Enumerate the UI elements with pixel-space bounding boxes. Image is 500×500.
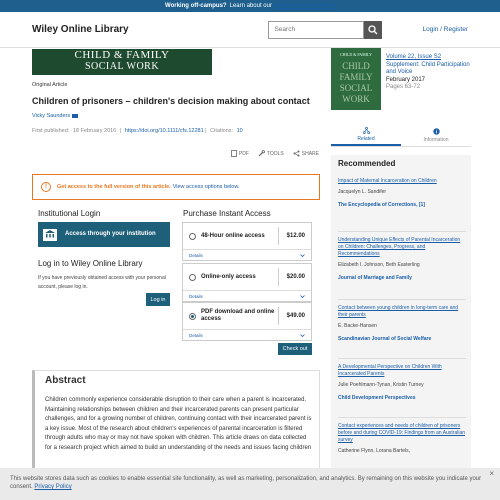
recommended-item-source[interactable]: The Encyclopedia of Corrections, [1]: [338, 202, 425, 208]
pdf-button[interactable]: [231, 150, 249, 157]
recommended-item-title[interactable]: Contact experiences and needs of children of prisoners before and during COVID-19: Findings from an Australian survey: [338, 423, 466, 443]
purchase-option-pdf: [182, 302, 312, 341]
purchase-title: Purchase Instant Access: [183, 209, 271, 218]
institution-access-label: Access through your institution: [65, 231, 156, 237]
journal-cover-image[interactable]: [331, 48, 381, 110]
site-header: [0, 12, 500, 48]
issue-info: [386, 54, 476, 92]
issue-pages: Pages 63-72: [386, 84, 421, 90]
tab-related[interactable]: [331, 125, 401, 146]
wol-login-text: If you have previously obtained access with your personal account, please log in.: [38, 275, 166, 290]
share-label: SHARE: [301, 150, 319, 157]
tab-information-label: Information: [423, 137, 449, 143]
related-icon: [363, 127, 370, 134]
tab-related-label: Related: [357, 136, 375, 142]
access-alert: [32, 174, 320, 200]
option-label: 48-Hour online access: [201, 232, 265, 239]
article-meta: [32, 128, 243, 134]
details-label: Details: [189, 293, 203, 299]
recommended-item-title[interactable]: Contact between young children in long-term care and their parents: [338, 305, 459, 318]
option-label: PDF download and online access: [201, 309, 275, 322]
institution-access-button[interactable]: [38, 222, 170, 247]
journal-banner[interactable]: [32, 49, 212, 75]
recommended-item-source[interactable]: Child Development Perspectives: [338, 395, 416, 401]
abstract-text: Children commonly experience considerable disruption to their care when a parent is incarcerated. Maintaining relationships between children and their incarcerated parents can present particular challenges, and for a growing number of children, continuing contact with their incarcerated parent is a key issue. Most of the research about children's experiences of parental incarceration is filtered through adults who may or may not have spoken with children. This article draws on data collected for a research project which aimed to build an understanding of the needs and issues facing children: [45, 397, 312, 451]
citations-label: Citations:: [210, 128, 234, 134]
recommended-panel: [331, 155, 471, 475]
divider: [338, 299, 466, 300]
article-title: Children of prisoners – children's decision making about contact: [32, 96, 310, 106]
recommended-item-authors: Catherine Flynn, Lorana Bartels,: [338, 448, 410, 454]
recommended-item: [338, 423, 466, 455]
institution-icon: [43, 229, 57, 241]
close-icon[interactable]: ×: [489, 469, 494, 478]
author-link[interactable]: Vicky Saunders: [32, 113, 71, 119]
recommended-item-authors: Jacquelyn L. Sandifer: [338, 189, 387, 195]
institutional-login-title: Institutional Login: [38, 209, 101, 218]
issue-date: February 2017: [386, 76, 426, 83]
author-line: [32, 113, 78, 119]
recommended-item-title[interactable]: Impact of Maternal Incarceration on Children: [338, 178, 437, 184]
journal-name-line2: SOCIAL WORK: [84, 61, 160, 72]
option-price: $49.00: [278, 307, 305, 325]
wrench-icon: [258, 150, 265, 157]
side-tabs: [331, 125, 471, 147]
email-icon[interactable]: [72, 114, 78, 118]
radio-online-only[interactable]: [189, 274, 196, 281]
log-in-button[interactable]: Log in: [146, 293, 170, 306]
alert-icon: !: [41, 182, 51, 192]
tab-information[interactable]: [401, 125, 471, 146]
option-label: Online-only access: [201, 273, 256, 280]
wol-login-title: Log in to Wiley Online Library: [38, 259, 143, 268]
recommended-item-source[interactable]: Journal of Marriage and Family: [338, 275, 412, 281]
recommended-item-authors: E. Backe-Hansen: [338, 323, 377, 329]
details-label: Details: [189, 332, 203, 338]
divider: [338, 231, 466, 232]
purchase-option-row[interactable]: [183, 264, 311, 290]
chevron-down-icon: [300, 295, 305, 298]
tools-label: TOOLS: [266, 150, 284, 157]
option-price: $20.00: [278, 268, 305, 286]
purchase-option-row[interactable]: [183, 223, 311, 249]
first-published-date: 18 February 2016: [72, 128, 117, 134]
recommended-item: [338, 364, 466, 402]
recommended-item-title[interactable]: Understanding Unique Effects of Parental Incarceration on Children: Challenges, Progress, and Recommendations: [338, 237, 461, 257]
search-button[interactable]: [364, 21, 382, 39]
journal-name-line1: CHILD & FAMILY: [74, 49, 170, 61]
cover-big-text: CHILD FAMILY SOCIAL WORK: [339, 61, 373, 104]
check-out-button[interactable]: Check out: [278, 343, 312, 355]
meta-divider: |: [205, 128, 207, 134]
cover-small-text: CHILD & FAMILY: [340, 52, 372, 57]
purchase-option-48-hour: [182, 222, 312, 261]
remote-access-banner: [0, 0, 500, 12]
option-details-toggle[interactable]: [183, 290, 311, 301]
divider: [338, 417, 466, 418]
search-icon: [368, 25, 378, 35]
access-alert-text: Get access to the full version of this article.: [57, 184, 171, 190]
recommended-item-source[interactable]: Scandinavian Journal of Social Welfare: [338, 336, 432, 342]
citations-count[interactable]: 10: [236, 128, 243, 134]
login-register-link[interactable]: Login / Register: [422, 26, 468, 33]
site-logo[interactable]: Wiley Online Library: [32, 24, 129, 35]
article-toolbar: [231, 150, 319, 157]
share-button[interactable]: [293, 150, 319, 157]
option-details-toggle[interactable]: [183, 329, 311, 340]
purchase-option-row[interactable]: [183, 303, 311, 329]
divider: [338, 358, 466, 359]
doi-link[interactable]: https://doi.org/10.1111/cfs.12281: [124, 128, 204, 134]
abstract-section: [32, 370, 320, 470]
recommended-item-authors: Elizabeth I. Johnson, Beth Easterling: [338, 262, 420, 268]
article-type: Original Article: [32, 82, 68, 88]
recommended-title: Recommended: [338, 159, 396, 168]
recommended-item-title[interactable]: A Developmental Perspective on Children With Incarcerated Parents: [338, 364, 442, 377]
privacy-policy-link[interactable]: Privacy Policy: [34, 484, 72, 490]
purchase-option-online-only: [182, 263, 312, 302]
search-bar: [268, 21, 382, 39]
first-published-label: First published:: [32, 128, 70, 134]
recommended-item: [338, 178, 466, 209]
pdf-label: PDF: [238, 150, 249, 157]
recommended-item: [338, 305, 466, 343]
cookie-banner: [0, 468, 500, 500]
radio-48-hour[interactable]: [189, 233, 196, 240]
radio-pdf-download[interactable]: [189, 313, 196, 320]
info-icon: [433, 128, 440, 135]
chevron-down-icon: [300, 254, 305, 257]
banner-text: Learn about our: [229, 3, 272, 9]
recommended-item: [338, 237, 466, 282]
recommended-item-authors: Julie Poehlmann-Tynan, Kristin Turney: [338, 382, 424, 388]
view-access-options-link[interactable]: View access options below.: [172, 184, 240, 190]
details-label: Details: [189, 252, 203, 258]
option-details-toggle[interactable]: [183, 249, 311, 260]
remote-access-link[interactable]: remote access options: [274, 3, 335, 9]
pdf-icon: [231, 150, 237, 157]
volume-issue-link[interactable]: Volume 22, Issue S2: [386, 54, 442, 60]
supplement-link[interactable]: Supplement: Child Participation and Voice: [386, 61, 470, 75]
search-input[interactable]: [268, 21, 364, 39]
tools-button[interactable]: [258, 150, 284, 157]
banner-prefix: Working off-campus?: [165, 3, 227, 9]
option-price: $12.00: [278, 227, 305, 245]
chevron-down-icon: [300, 334, 305, 337]
share-icon: [293, 150, 300, 157]
meta-divider: |: [119, 128, 122, 134]
abstract-title: Abstract: [45, 375, 86, 386]
cookie-text: This website stores data such as cookies to enable essential site functionality, as well as marketing, personalization, and analytics. By remaining on this website you indicate your consent.: [10, 476, 482, 490]
